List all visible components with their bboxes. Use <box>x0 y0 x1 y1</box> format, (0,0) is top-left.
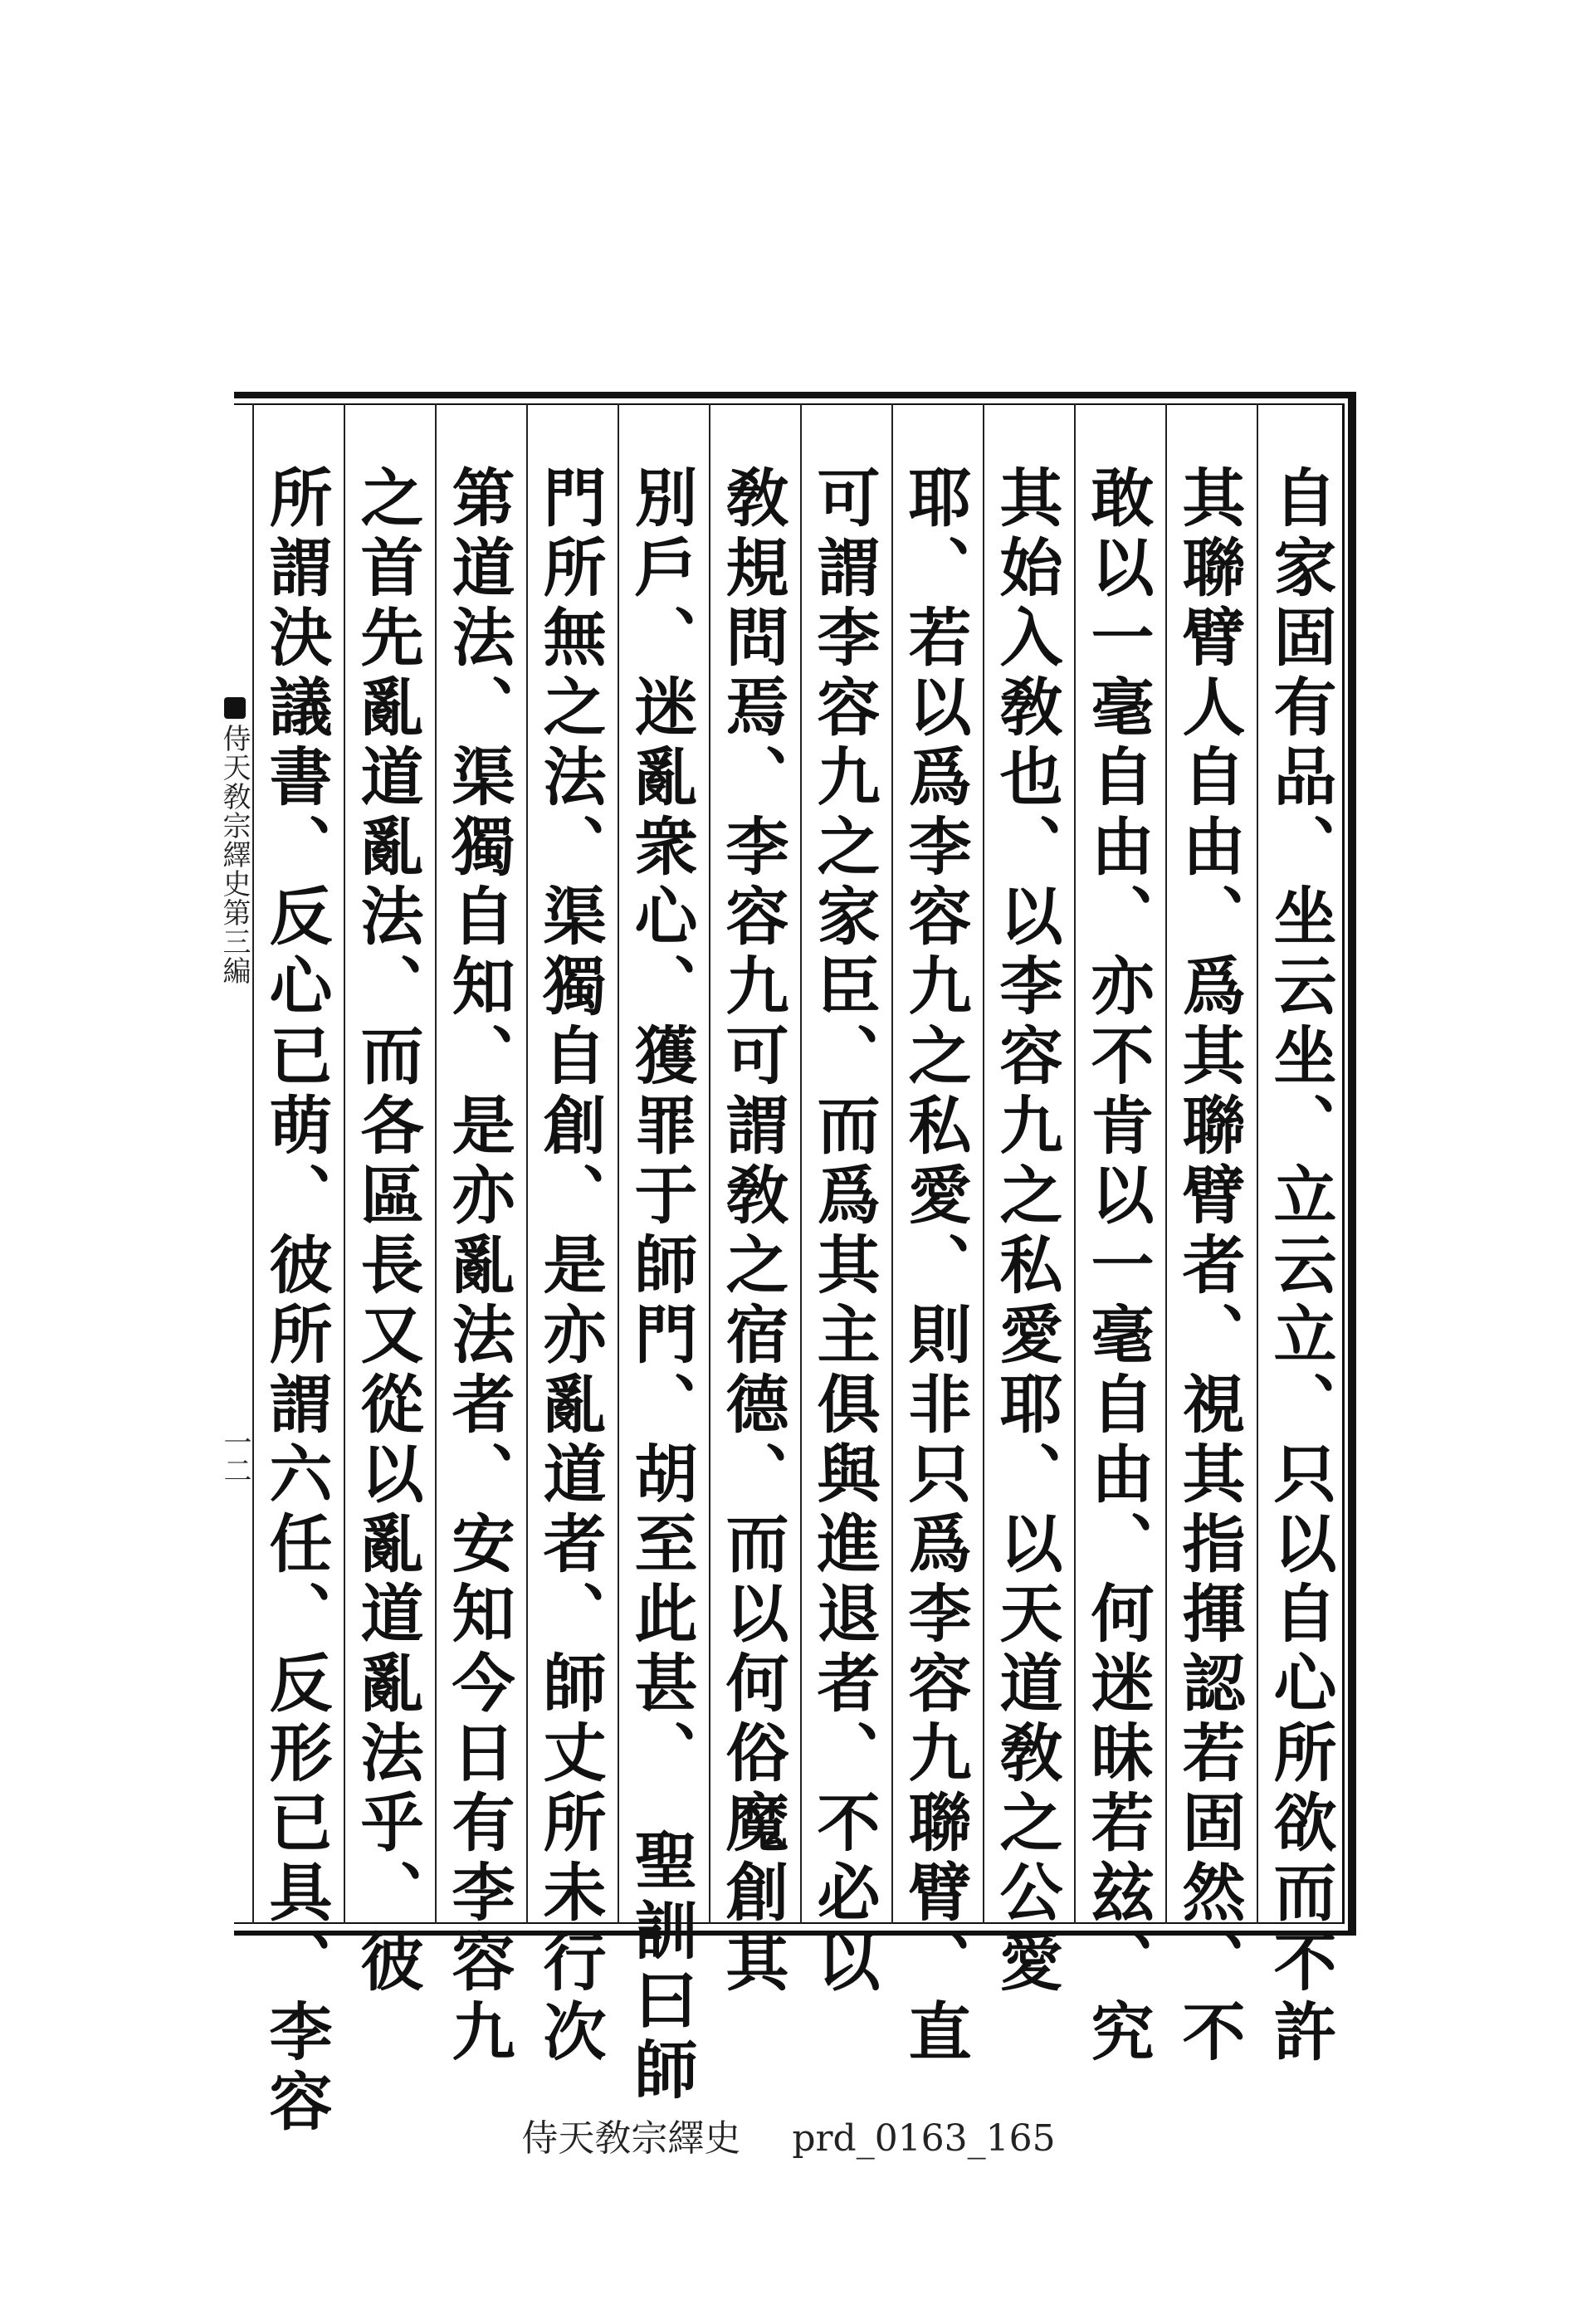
column-rule <box>983 403 984 1924</box>
text-column-5: 耶、若以爲李容九之私愛、則非只爲李容九聯臂、直 <box>898 465 972 2068</box>
text-column-7: 敎規問焉、李容九可謂敎之宿德、而以何俗魔創其 <box>715 465 789 1999</box>
column-rule <box>1165 403 1167 1924</box>
text-column-9: 門所無之法、渠獨自創、是亦亂道者、師丈所未行次 <box>533 465 607 2068</box>
column-rule <box>435 403 437 1924</box>
text-column-10: 第道法、渠獨自知、是亦亂法者、安知今日有李容九 <box>442 465 515 2068</box>
column-rule <box>618 403 619 1924</box>
text-column-4: 其始入敎也、以李容九之私愛耶、以天道敎之公愛 <box>989 465 1063 1999</box>
text-column-3: 敢以一毫自由、亦不肯以一毫自由、何迷昧若玆、究 <box>1081 465 1155 2068</box>
folio-number: 一二 <box>218 1428 251 1484</box>
fishtail-mark-icon <box>224 697 246 719</box>
text-column-1: 自家固有品、坐云坐、立云立、只以自心所欲而不許 <box>1263 465 1337 2068</box>
text-column-12: 所謂決議書、反心已萌、彼所謂六任、反形已具、李容 <box>259 465 333 2138</box>
footer-code: prd_0163_165 <box>792 2117 1056 2160</box>
column-rule <box>252 403 254 1924</box>
column-rule <box>1074 403 1076 1924</box>
running-head: 侍天敎宗繹史第三編 <box>217 724 251 985</box>
column-rule <box>526 403 528 1924</box>
text-column-8: 別戶、迷亂衆心、獲罪于師門、胡至此甚、 聖訓曰師 <box>624 465 698 2107</box>
column-rule <box>709 403 710 1924</box>
column-rule <box>1257 403 1258 1924</box>
page-footer <box>0 2108 1577 2161</box>
text-column-6: 可謂李容九之家臣、而爲其主俱與進退者、不必以 <box>807 465 881 1999</box>
column-rule <box>800 403 802 1924</box>
text-column-2: 其聯臂人自由、爲其聯臂者、視其指揮認若固然、不 <box>1172 465 1246 2068</box>
text-column-11: 之首先亂道亂法、而各區長又從以亂道亂法乎、彼 <box>350 465 424 1999</box>
column-rule <box>891 403 893 1924</box>
column-rule <box>344 403 345 1924</box>
footer-title: 侍天敎宗繹史 <box>521 2117 741 2160</box>
